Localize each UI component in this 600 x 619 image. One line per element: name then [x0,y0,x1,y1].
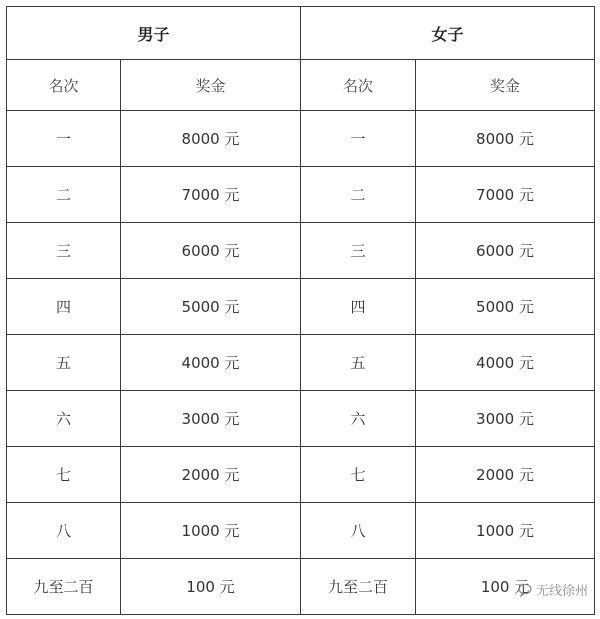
watermark [518,580,588,599]
prize-cell: 8000 元 [121,111,301,167]
table-row [7,111,595,167]
prize-cell: 3000 元 [416,391,595,447]
col-header-rank-women: 名次 [301,60,416,111]
prize-cell: 3000 元 [121,391,301,447]
group-men: 男子 [7,7,301,60]
prize-cell: 4000 元 [416,335,595,391]
prize-cell: 5000 元 [121,279,301,335]
prize-cell: 7000 元 [121,167,301,223]
table-row [7,503,595,559]
prize-cell: 5000 元 [416,279,595,335]
rank-cell: 三 [301,223,416,279]
prize-cell: 8000 元 [416,111,595,167]
rank-cell: 三 [7,223,121,279]
group-header-row [7,7,595,60]
rank-cell: 一 [7,111,121,167]
rank-cell: 七 [7,447,121,503]
prize-cell: 4000 元 [121,335,301,391]
prize-cell: 6000 元 [121,223,301,279]
col-header-prize-women: 奖金 [416,60,595,111]
table-row [7,223,595,279]
rank-cell: 四 [7,279,121,335]
prize-cell: 100 元 [121,559,301,615]
prize-cell: 1000 元 [416,503,595,559]
prize-cell: 2000 元 [416,447,595,503]
table-row [7,279,595,335]
rank-cell: 五 [7,335,121,391]
table-row [7,335,595,391]
group-women: 女子 [301,7,595,60]
prize-cell: 100 元 [416,559,595,615]
rank-cell: 八 [7,503,121,559]
table-row [7,391,595,447]
rank-cell: 四 [301,279,416,335]
rank-cell: 二 [7,167,121,223]
rank-cell: 九至二百 [301,559,416,615]
table-row [7,167,595,223]
prize-table [6,6,595,615]
prize-cell: 6000 元 [416,223,595,279]
rank-cell: 一 [301,111,416,167]
prize-cell: 7000 元 [416,167,595,223]
column-header-row [7,60,595,111]
rank-cell: 六 [7,391,121,447]
prize-cell: 1000 元 [121,503,301,559]
col-header-prize-men: 奖金 [121,60,301,111]
prize-cell: 2000 元 [121,447,301,503]
rank-cell: 五 [301,335,416,391]
rank-cell: 二 [301,167,416,223]
table-row [7,447,595,503]
col-header-rank-men: 名次 [7,60,121,111]
watermark-text: 无线徐州 [535,584,588,599]
rank-cell: 九至二百 [7,559,121,615]
rank-cell: 七 [301,447,416,503]
speech-bubble-icon [518,583,532,597]
rank-cell: 八 [301,503,416,559]
table-row [7,559,595,615]
rank-cell: 六 [301,391,416,447]
